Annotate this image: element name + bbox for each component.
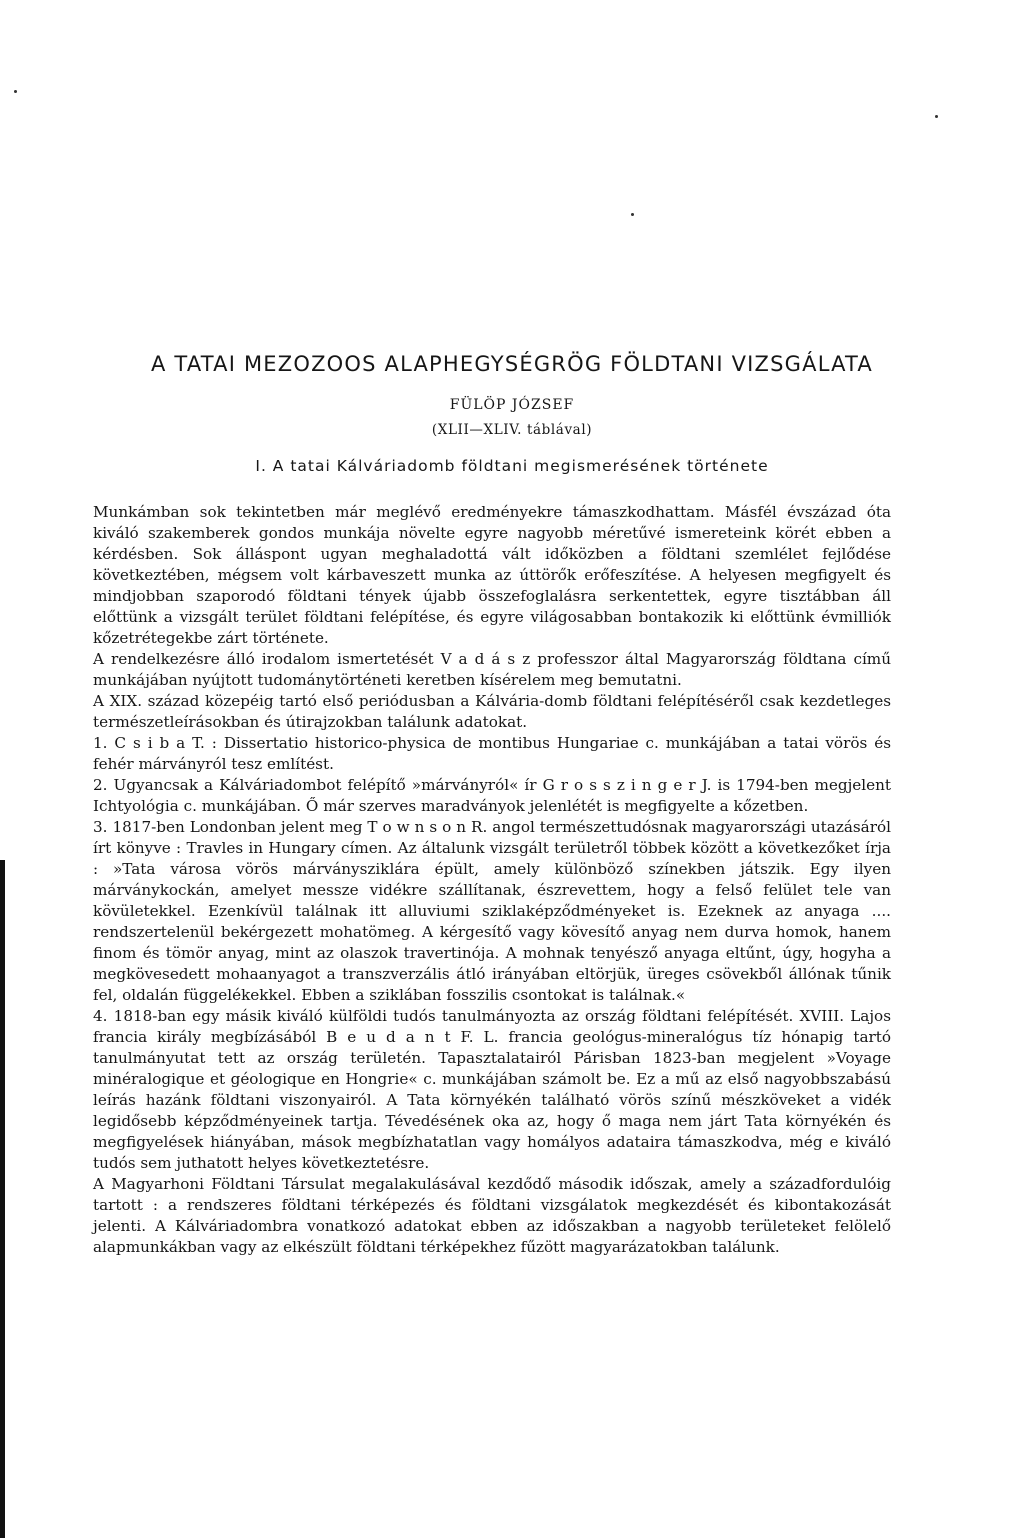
paragraph-text: 4. 1818-ban egy másik kiváló külföldi tudós tanulmányozta az ország földtani felépítését. XVIII. Lajos francia király megbízásából [93,1007,891,1046]
paragraph-text: professzor által Magyarország földtana című munkájában nyújtott tudománytörténeti keretben kísérelem meg bemutatni. [93,650,891,689]
paragraph-text: Munkámban sok tekintetben már meglévő eredményekre támaszkodhattam. [93,503,715,521]
scan-speck [14,90,17,93]
paragraph-text: Másfél évszázad óta kiváló szakemberek gondos munkája növelte egyre nagyobb méretűvé ismereteink körét ebben a kérdésben. Sok álláspont ugyan meghaladottá vált időközben a földtani szemlélet fejlődése következtében, mégsem volt kárbaveszett munka az úttörők erőfeszítése. A helyesen megfigyelt és mindjobban szaporodó földtani tények újabb összefoglalásra serkentettek, egyre tisztábban áll előttünk a vizsgált terület földtani felépítése, és egyre világosabban bontakozik ki előttünk évmilliók kőzetrétegekbe zárt története. [93,503,891,647]
spaced-name: G r o s s z i n g e r J. [542,776,712,794]
paragraph [93,775,891,817]
article-body [93,502,891,1258]
scan-speck [631,213,634,216]
paragraph-text: 1. [93,734,115,752]
paragraph-text: A rendelkezésre álló irodalom ismertetését [93,650,441,668]
paragraph-text: : Dissertatio historico-physica de montibus Hungariae c. munkájában a tatai vörös és fehér márványról tesz említést. [93,734,891,773]
plates-note: (XLII—XLIV. táblával) [431,422,593,438]
paragraph [93,733,891,775]
section-heading: I. A tatai Kálváriadomb földtani megismerésének története [255,457,769,475]
spaced-name: C s i b a T. [114,734,205,752]
paragraph-text: 2. Ugyancsak a Kálváriadombot felépítő »márványról« ír [93,776,543,794]
paragraph-text: A Magyarhoni Földtani Társulat megalakulásával kezdődő második időszak, amely a századfordulóig tartott : a rendszeres földtani térképezés és földtani vizsgálatok megkezdését és kibontakozását jelenti. A Kálváriadombra vonatkozó adatokat ebben az időszakban a nagyobb területeket felölelő alapmunkákban vagy az elkészült földtani térképekhez fűzött magyarázatokban találunk. [93,1175,891,1256]
scan-edge-shadow [0,860,5,1538]
paragraph-text: francia geológus-mineralógus tíz hónapig tartó tanulmányutat tett az ország területén. Tapasztalatairól Párisban 1823-ban megjelent »Voyage minéralogique et géologique en Hongrie« c. munkájában számolt be. Ez a mű az első nagyobbszabású leírás hazánk földtani viszonyairól. A Tata környékén található vörös színű mészköveket a vidék legidősebb képződményeinek tartja. Tévedésének oka az, hogy ő maga nem járt Tata környékén és megfigyelések hiányában, mások megbízhatatlan vagy homályos adataira támaszkodva, még e kiváló tudós sem juthatott helyes következtetésre. [93,1028,892,1172]
article-title: A TATAI MEZOZOOS ALAPHEGYSÉGRÖG FÖLDTANI VIZSGÁLATA [150,352,873,376]
paragraph-text: 3. 1817-ben Londonban jelent meg [93,818,368,836]
paragraph-text: angol természettudósnak magyarországi utazásáról írt könyve : Travles in Hungary címen. Az általunk vizsgált területről többek között a következőket írja : »Tata városa vörös márványsziklára épült, amely különböző színekben játszik. Egy ilyen márványkockán, amelyet messze vidékre szállítanak, észrevettem, hogy a felső felület tele van kövületekkel. Ezenkívül találnak itt alluviumi sziklaképződményeket is. Ezeknek az anyaga .... rendszertelenül bekérgezett mohatömeg. A kérgesítő vagy kövesítő anyag nem durva homok, hanem finom és tömör anyag, mint az olaszok travertinója. A mohnak tenyésző anyaga eltűnt, úgy, hogyha a megkövesedett mohaanyagot a transzverzális átló irányában eltörjük, üreges csövekből állónak tűnik fel, oldalán függelékekkel. Ebben a sziklában fosszilis csontokat is találnak.« [93,818,891,1004]
spaced-name: T o w n s o n R. [367,818,488,836]
paragraph [93,691,891,733]
spaced-name: V a d á s z [440,650,531,668]
paragraph [93,817,891,1006]
paragraph [93,649,891,691]
scan-speck [935,115,938,118]
paragraph [93,1174,891,1258]
paragraph-text: A XIX. század közepéig tartó első periódusban a Kálvária-domb földtani felépítéséről csak kezdetleges természetleírásokban és útirajzokban találunk adatokat. [93,692,891,731]
paragraph [93,502,891,649]
spaced-name: B e u d a n t F. L. [326,1028,499,1046]
author-name: FÜLÖP JÓZSEF [449,397,575,413]
paragraph-text: is 1794-ben megjelent Ichtyológia c. munkájában. Ő már szerves maradványok jelenlétét is megfigyelte a kőzetben. [93,776,892,815]
paragraph [93,1006,891,1174]
